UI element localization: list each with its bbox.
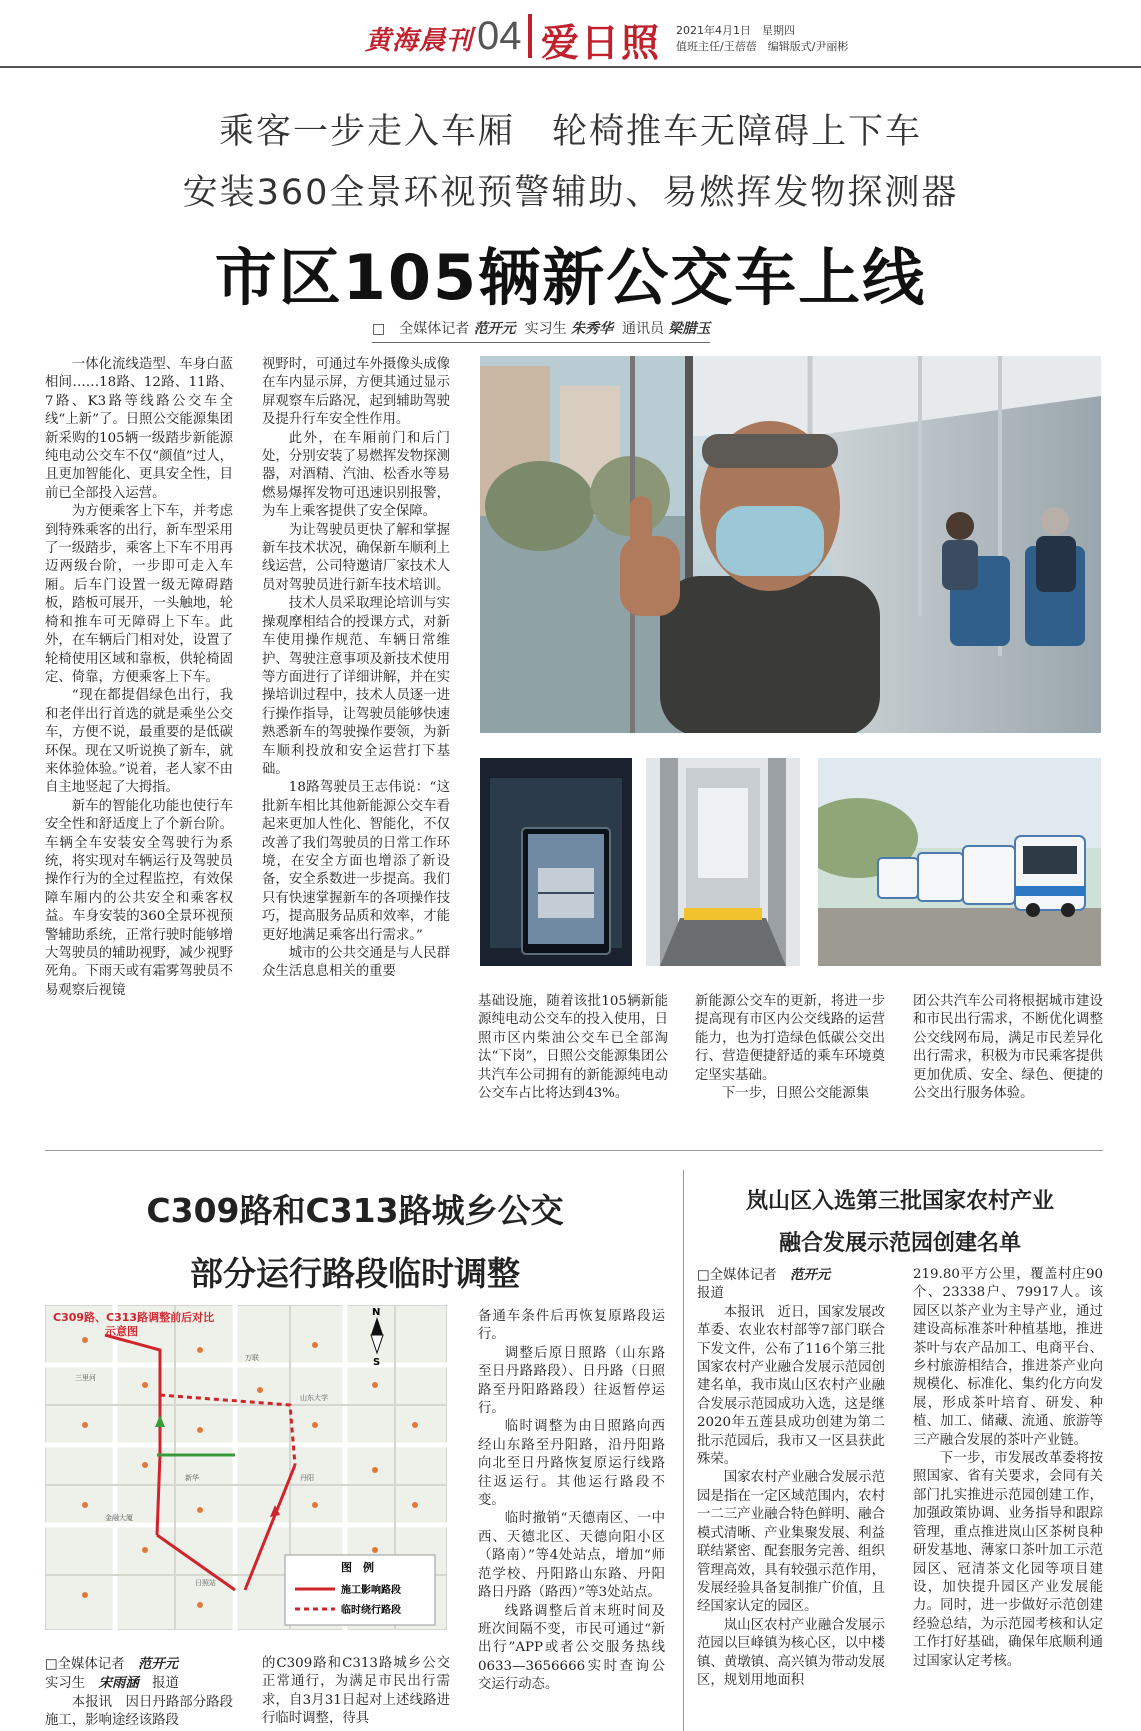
photo-ramp-graphic <box>646 758 800 966</box>
paragraph: 219.80平方公里，覆盖村庄90个、23338户、79917人。该园区以茶产业为主导产业，通过建设高标准茶叶种植基地，推进茶叶与农产品加工、电商平台、乡村旅游相结合，推进茶产业向规模化、标准化、集约化方向发展，形成茶叶培育、研发、种植、加工、储藏、流通、旅游等三产融合发展的茶叶产业链。 <box>913 1267 1103 1448</box>
byline <box>45 1655 233 1674</box>
paragraph: 下一步，日照公交能源集 <box>721 1086 870 1102</box>
compass-north: N <box>372 1307 381 1318</box>
map-label: 日照站 <box>195 1579 216 1587</box>
map-label: 三里河 <box>75 1374 96 1382</box>
paragraph: 的C309路和C313路城乡公交正常通行，为满足市民出行需求，自3月31日起对上述线路进行临时调整，待具 <box>262 1656 450 1727</box>
photo-fleet-graphic <box>818 758 1101 966</box>
byline-name: 宋雨涵 <box>98 1675 139 1692</box>
compass-south: S <box>373 1357 381 1368</box>
legend-item: 施工影响路段 <box>341 1585 401 1596</box>
map-title-1: C309路、C313路调整前后对比 <box>53 1311 215 1324</box>
lead-column-4 <box>695 993 885 1128</box>
newspaper-name: 黄海晨刊 <box>365 26 474 56</box>
byline-name: 范开元 <box>138 1656 179 1672</box>
lead-kicker-2: 安装360全景环视预警辅助、易燃挥发物探测器 <box>182 173 959 213</box>
paragraph: 基础设施，随着该批105辆新能源纯电动公交车的投入使用，日照市区内柴油公交车已全部淘汰“下岗”，日照公交能源集团公共汽车公司拥有的新能源纯电动公交车占比将达到43%。 <box>478 994 668 1102</box>
paragraph: 备通车条件后再恢复原路段运行。 <box>478 1309 665 1343</box>
photo-passenger-graphic <box>480 356 1101 733</box>
route-map <box>45 1305 447 1630</box>
paragraph: 视野时，可通过车外摄像头成像在车内显示屏，方便其通过显示屏观察车后路况，起到辅助驾驶及提升行车安全性作用。 <box>262 357 450 428</box>
paragraph: 临时调整为由日照路向西经山东路至丹阳路，沿丹阳路向北至日丹路恢复原运行线路往返运行。其他运行路段不变。 <box>478 1419 665 1509</box>
paragraph: 调整后原日照路（山东路至日丹路路段）、日丹路（日照路至丹阳路路段）往返暂停运行。 <box>478 1345 665 1417</box>
byline-name: 范开元 <box>790 1267 831 1283</box>
story2-headline-line2: 部分运行路段临时调整 <box>190 1254 520 1293</box>
map-label: 金融大厦 <box>105 1514 133 1522</box>
story3-headline-line1: 岚山区入选第三批国家农村产业 <box>745 1189 1054 1214</box>
paragraph: 为让驾驶员更快了解和掌握新车技术状况，确保新车顺利上线运营，公司特邀请厂家技术人员对驾驶员进行新车技术培训。 <box>262 522 450 593</box>
section-title: 爱日照 <box>541 20 662 65</box>
story2-column-1 <box>45 1655 233 1731</box>
paragraph: 城市的公共交通是与人民群众生活息息相关的重要 <box>262 946 450 980</box>
map-label: 万联 <box>245 1354 259 1362</box>
photo-rear-ramp <box>646 758 800 966</box>
masthead-divider <box>528 14 532 58</box>
photo-camera-display <box>480 758 632 966</box>
lead-byline <box>372 318 710 343</box>
paragraph: 新车的智能化功能也使行车安全性和舒适度上了个新台阶。车辆全车安装安全驾驶行为系统，将实现对车辆运行及驾驶员操作行为的全过程监控，有效保障车厢内的公共安全和乘客权益。车身安装的360全景环视预警辅助系统，正常行驶时能够增大驾驶员的辅助视野，减少视野死角。下雨天或有霜雾驾驶员不易观察后视镜 <box>45 798 233 998</box>
story2-column-2 <box>262 1655 450 1731</box>
photo-passenger-thumbs-up <box>480 356 1101 733</box>
legend-title: 图 例 <box>341 1561 374 1574</box>
map-label: 丹阳 <box>300 1474 314 1482</box>
lead-headline: 市区105辆新公交车上线 <box>214 241 927 314</box>
paragraph: 下一步，市发展改革委将按照国家、省有关要求，会同有关部门扎实推进示范园创建工作，加强政策协调、业务指导和跟踪管理，重点推进岚山区茶树良种研发基地、薄家口茶叶加工示范园区、冠清茶文化园等项目建设，加快提升园区产业发展能力。同时，进一步做好示范创建经验总结，为示范园考核和认定工作打好基础，确保年底顺利通过国家认定考核。 <box>913 1451 1103 1669</box>
paragraph: 此外，在车厢前门和后门处，分别安装了易燃挥发物探测器，对酒精、汽油、松香水等易燃易爆挥发物可迅速识别报警，为车上乘客提供了安全保障。 <box>262 430 450 520</box>
paragraph: 新能源公交车的更新，将进一步提高现有市区内公交线路的运营能力，也为打造绿色低碳公交出行、营造便捷舒适的乘车环境奠定坚实基础。 <box>695 994 885 1083</box>
photo-bus-fleet <box>818 758 1101 966</box>
column-divider <box>683 1170 684 1731</box>
map-legend <box>285 1555 435 1625</box>
paragraph: 技术人员采取理论培训与实操观摩相结合的授课方式，对新车使用操作规范、车辆日常维护、驾驶注意事项及新技术使用等方面进行了详细讲解，并在实操培训过程中，技术人员逐一进行操作指导，让驾驶员能够快速熟悉新车的驾驶操作要领，为新车顺利投放和安全运营打下基础。 <box>262 596 450 777</box>
editor-credits: 值班主任/王蓓蓓 编辑版式/尹丽彬 <box>676 40 849 53</box>
story3-column-1 <box>697 1266 885 1731</box>
lead-column-5 <box>913 993 1103 1128</box>
paragraph: 团公共汽车公司将根据城市建设和市民出行需求，不断优化调整公交线网布局，满足市民差异化出行需求，积极为市民乘客提供更加优质、安全、绿色、便捷的公交出行服务体验。 <box>913 994 1103 1102</box>
paragraph: 临时撤销“天德南区、一中西、天德北区、天德向阳小区（路南）”等4处站点，增加“师范学校、丹阳路山东路、丹阳路日丹路（路西）”等3处站点。 <box>478 1511 665 1601</box>
byline-name: 范开元 <box>473 321 516 337</box>
byline-role: □ 全媒体记者 <box>372 321 470 337</box>
paragraph: 本报讯 因日丹路部分路段施工，影响途经该路段 <box>45 1694 233 1729</box>
map-title-2: 示意图 <box>105 1325 138 1338</box>
legend-item: 临时绕行路段 <box>341 1605 401 1616</box>
paragraph: 一体化流线造型、车身白蓝相间……18路、12路、11路、7路、K3路等线路公交车全线“上新”了。日照公交能源集团新采购的105辆一级踏步新能源纯电动公交车不仅“颜值”过人，且更加智能化、更具安全性，目前已全部投入运营。 <box>45 357 233 501</box>
paragraph: 国家农村产业融合发展示范园是指在一定区域范围内，农村一二三产业融合特色鲜明、融合模式清晰、产业集聚发展、利益联结紧密、配套服务完善、组织管理高效，具有较强示范作用，发展经验具备复制推广价值，且经国家认定的园区。 <box>697 1470 885 1615</box>
section-divider <box>45 1150 1103 1151</box>
paragraph: 18路驾驶员王志伟说：“这批新车相比其他新能源公交车看起来更加人性化、智能化，不仅改善了我们驾驶员的日常工作环境，在安全方面也增添了新设备，安全系数进一步提高。我们只有快速掌握新车的各项操作技巧，提高服务品质和效率，才能更好地满足乘客出行需求。” <box>262 780 450 943</box>
paragraph: 本报讯 近日，国家发展改革委、农业农村部等7部门联合下发文件，公布了116个第三批国家农村产业融合发展示范园创建名单，我市岚山区农村产业融合发展示范园成功入选，这是继2020年五莲县成功创建为第二批示范园后，我市又一区县获此殊荣。 <box>697 1304 885 1468</box>
lead-kicker-1: 乘客一步走入车厢 轮椅推车无障碍上下车 <box>218 112 922 152</box>
lead-column-1 <box>45 356 233 1128</box>
byline-role: 通讯员 <box>621 321 664 337</box>
paragraph: 岚山区农村产业融合发展示范园以巨峰镇为核心区，以中楼镇、黄墩镇、高兴镇为带动发展区，规划用地面积 <box>697 1617 885 1688</box>
byline-role: □全媒体记者 <box>697 1268 777 1283</box>
map-label: 新华 <box>185 1474 199 1482</box>
byline <box>45 1674 233 1693</box>
byline-name: 朱秀华 <box>571 321 614 337</box>
byline-role: □全媒体记者 <box>45 1657 125 1672</box>
lead-column-3 <box>478 993 668 1128</box>
story3-headline-line2: 融合发展示范园创建名单 <box>778 1231 1021 1256</box>
paragraph: 为方便乘客上下车，并考虑到特殊乘客的出行，新车型采用了一级踏步，乘客上下车不用再迈两级台阶，一步即可走入车厢。后车门设置一级无障碍踏板，踏板可展开，一头触地，轮椅和推车可无障碍上下车。此外，在车辆后门相对处，设置了轮椅使用区域和靠板，供轮椅固定、倚靠，方便乘客上下车。 <box>45 504 233 685</box>
byline-role: 实习生 <box>45 1676 86 1692</box>
lead-column-2 <box>262 356 450 1128</box>
byline-name: 梁腊玉 <box>668 321 711 337</box>
photo-display-graphic <box>480 758 632 966</box>
byline: 报道 <box>697 1286 724 1302</box>
route-map-graphic <box>45 1305 447 1630</box>
paragraph: 线路调整后首末班时间及班次间隔不变，市民可通过“新出行”APP或者公交服务热线0633—3656666实时查询公交运行动态。 <box>478 1603 665 1693</box>
story2-headline-line1: C309路和C313路城乡公交 <box>146 1191 564 1230</box>
map-label: 山东大学 <box>300 1394 328 1402</box>
page-number: 04 <box>477 14 522 58</box>
byline-role: 实习生 <box>524 321 567 337</box>
story2-column-3 <box>478 1308 665 1728</box>
story3-column-2 <box>913 1266 1103 1731</box>
byline <box>697 1266 885 1285</box>
paragraph: “现在都提倡绿色出行，我和老伴出行首选的就是乘坐公交车，方便不说，最重要的是低碳环保。现在又听说换了新车，就来体验体验。”说着，老人家不由自主地竖起了大拇指。 <box>45 688 233 796</box>
issue-date: 2021年4月1日 星期四 <box>676 24 795 37</box>
byline-role: 报道 <box>152 1676 179 1692</box>
